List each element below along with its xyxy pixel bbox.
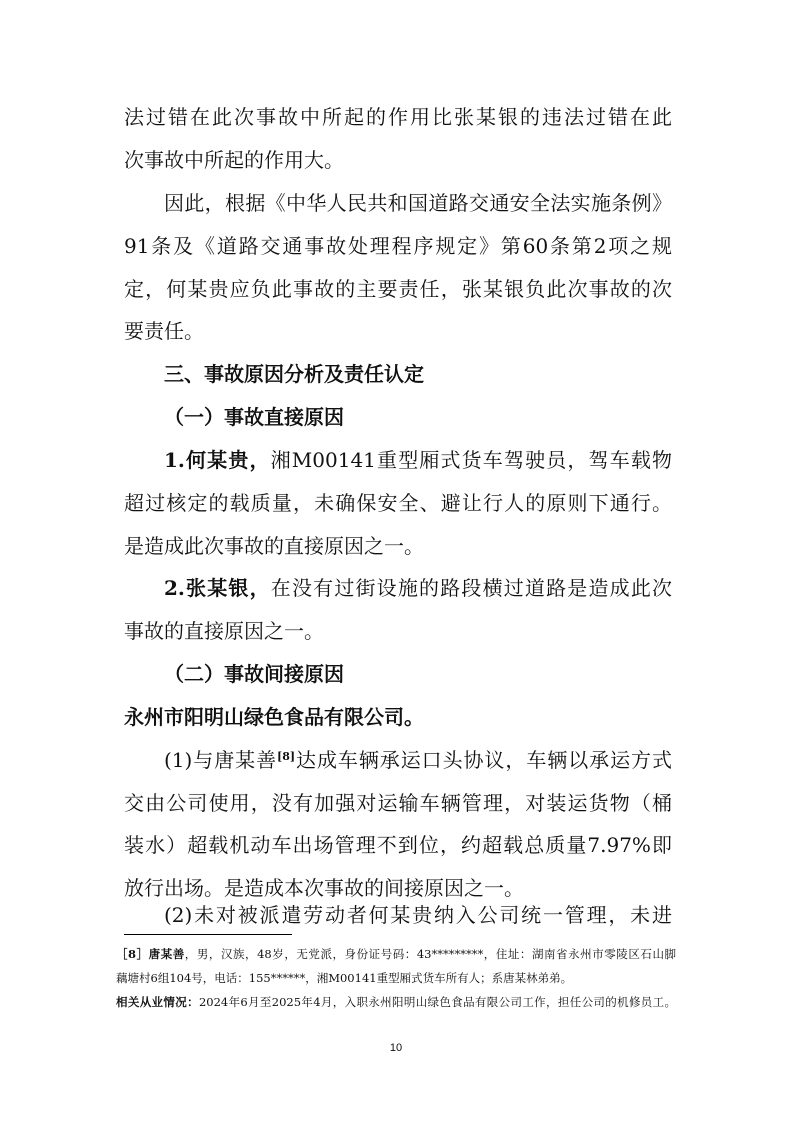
subsection-heading-direct: （一）事故直接原因 [164,405,344,429]
paragraph-line: 超过核定的载质量，未确保安全、避让行人的原则下通行。 [124,491,672,515]
body-line: 91条及《道路交通事故处理程序规定》第60条第2项之规 [124,234,672,258]
paragraph-text: 达成车辆承运口头协议，车辆以承运方式 [295,748,672,772]
paragraph-line: 是造成此次事故的直接原因之一。 [124,534,424,558]
footnote-marker: ［8］唐某善 [116,947,185,961]
paragraph-text: (1)与唐某善 [164,748,278,772]
paragraph-line: 交由公司使用，没有加强对运输车辆管理，对装运货物（桶 [124,791,672,815]
footnote-ref[interactable]: [8] [277,750,296,763]
paragraph-line [164,575,672,601]
paragraph-line [164,747,672,773]
footnote-line [116,946,676,963]
footnote-text: ，男，汉族，48岁，无党派，身份证号码：43*********，住址：湖南省永州市零陵区石山脚 [184,947,676,961]
footnote-label: 相关从业情况： [116,995,199,1009]
paragraph-line: (2)未对被派遣劳动者何某贵纳入公司统一管理，未进 [164,903,672,927]
paragraph-line: 装水）超载机动车出场管理不到位，约超载总质量7.97%即 [124,833,672,857]
person-lead: 1.何某贵， [164,448,271,472]
section-heading: 三、事故原因分析及责任认定 [164,362,424,386]
footnote-text: 2024年6月至2025年4月，入职永州阳明山绿色食品有限公司工作，担任公司的机修员工。 [198,995,676,1009]
body-line: 法过错在此次事故中所起的作用比张某银的违法过错在此 [124,105,672,129]
footnote-line: 藕塘村6组104号，电话：155******，湘M00141重型厢式货车所有人；系唐某林弟弟。 [116,971,573,985]
footnote-line [116,994,676,1011]
paragraph-text: 湘M00141重型厢式货车驾驶员，驾车载物 [270,448,672,472]
body-line: 定，何某贵应负此事故的主要责任，张某银负此次事故的次 [124,277,672,301]
body-line: 次事故中所起的作用大。 [124,148,344,172]
subsection-heading-indirect: （二）事故间接原因 [164,662,344,686]
paragraph-text: 在没有过街设施的路段横过道路是造成此次 [270,576,672,600]
page-number: 10 [389,1042,403,1054]
paragraph-line: 事故的直接原因之一。 [124,619,324,643]
paragraph-line [164,447,672,473]
body-line: 因此，根据《中华人民共和国道路交通安全法实施条例》 [164,191,672,215]
footnote-separator [124,934,292,935]
company-name: 永州市阳明山绿色食品有限公司。 [124,705,424,729]
paragraph-line: 放行出场。是造成本次事故的间接原因之一。 [124,876,524,900]
person-lead: 2.张某银， [164,576,271,600]
body-line: 要责任。 [124,319,204,343]
